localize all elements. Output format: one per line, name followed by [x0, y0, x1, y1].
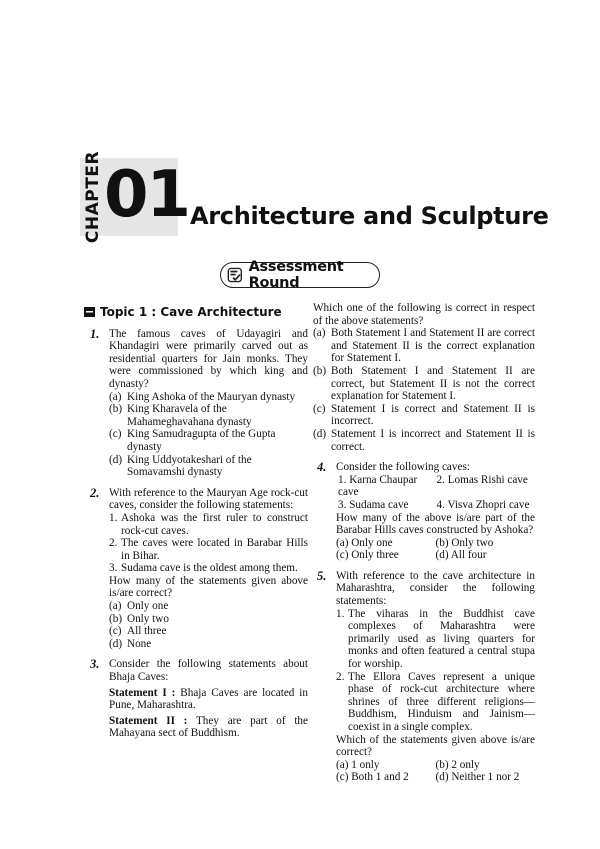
option-d: (d) Neither 1 nor 2 [435, 771, 520, 784]
checklist-icon [227, 266, 243, 284]
option-c: (c) All three [109, 625, 167, 638]
question-number: 3. [90, 657, 100, 672]
option-a: (a) Only one [109, 600, 169, 613]
question-number: 5. [317, 568, 327, 583]
topic-label: Topic 1 : Cave Architecture [100, 305, 282, 319]
list-item: 4. Visva Zhopri cave [436, 498, 530, 511]
question-text: With reference to the cave architecture in Maharashtra, consider the following statements: [336, 569, 535, 608]
chapter-title: Architecture and Sculpture [190, 202, 549, 230]
topic-heading [84, 306, 308, 319]
option-c: (c) King Samudragupta of the Gupta dynasty [109, 428, 276, 453]
list-item: 1. Karna Chaupar cave [338, 473, 418, 499]
options-grid [336, 759, 535, 784]
right-column [313, 302, 535, 792]
chapter-number: 01 [104, 158, 190, 232]
option-c: (c) Both 1 and 2 [336, 771, 409, 784]
option-a: (a) Only one [336, 536, 393, 549]
question-number: 1. [90, 326, 100, 341]
question-2 [86, 487, 308, 651]
question-text: The famous caves of Udayagiri and Khandagiri were primarily carved out as residential quarters for Jain monks. They were commissioned by which king and dynasty? [109, 327, 308, 390]
assessment-round-label: Assessment Round [248, 259, 344, 291]
statement-i: Statement I : Bhaja Caves are located in Pune, Maharashtra. [109, 686, 308, 712]
statement-1: 1. Ashoka was the first ruler to construct rock-cut caves. [109, 511, 308, 537]
question-text: Consider the following statements about Bhaja Caves: [109, 658, 308, 684]
left-column [86, 306, 308, 748]
options-grid [336, 537, 535, 562]
question-text: With reference to the Mauryan Age rock-cut caves, consider the following statements: [109, 486, 308, 512]
statement-1: 1. The viharas in the Buddhist cave complexes of Maharashtra were primarily used as living quarters for monks and often featured a central stupa for worship. [336, 607, 535, 671]
option-b: (b) 2 only [435, 758, 480, 771]
question-1 [86, 328, 308, 479]
option-b: (b) Both Statement I and Statement II are correct, but Statement II is not the correct explanation for Statement I. [313, 364, 535, 403]
option-b: (b) King Kharavela of the Mahameghavahana dynasty [109, 403, 252, 428]
question-4 [313, 461, 535, 562]
question-number: 4. [317, 460, 327, 475]
question-prompt: Which one of the following is correct in respect of the above statements? [313, 302, 535, 327]
option-a: (a) Both Statement I and Statement II are correct and Statement II is the correct explanation for Statement I. [313, 327, 535, 365]
statement-2: 2. The Ellora Caves represent a unique phase of rock-cut architecture where shrines of three different religions—Buddhism, Hinduism and Jainism—coexist in a single complex. [336, 670, 535, 733]
assessment-round-badge [220, 259, 380, 291]
question-text: Consider the following caves: [336, 461, 470, 474]
option-a: (a) 1 only [336, 758, 380, 771]
list-item: 2. Lomas Rishi cave [436, 473, 528, 486]
statement-2: 2. The caves were located in Barabar Hills in Bihar. [109, 537, 308, 562]
statement-ii: Statement II : They are part of the Mahayana sect of Buddhism. [109, 714, 308, 740]
option-a: (a) King Ashoka of the Mauryan dynasty [109, 390, 296, 403]
cave-list [336, 474, 535, 512]
question-prompt: How many of the above is/are part of the Barabar Hills caves constructed by Ashoka? [336, 511, 535, 537]
option-d: (d) King Uddyotakeshari of the Somavamshi dynasty [109, 453, 252, 479]
chapter-label: CHAPTER [83, 150, 103, 244]
option-d: (d) All four [435, 549, 487, 562]
question-3 [86, 658, 308, 740]
option-b: (b) Only two [435, 536, 494, 549]
list-item: 3. Sudama cave [338, 498, 409, 511]
option-c: (c) Statement I is correct and Statement II is incorrect. [313, 402, 535, 428]
question-5 [313, 570, 535, 784]
option-d: (d) Statement I is incorrect and Statement II is correct. [313, 427, 535, 453]
question-prompt: Which of the statements given above is/are correct? [336, 733, 535, 759]
question-number: 2. [90, 485, 100, 500]
page-icon [84, 307, 95, 317]
statement-3: 3. Sudama cave is the oldest among them. [109, 562, 298, 575]
question-3-continued [313, 302, 535, 453]
option-b: (b) Only two [109, 612, 169, 625]
question-prompt: How many of the statements given above is/are correct? [109, 574, 308, 600]
option-c: (c) Only three [336, 549, 399, 562]
option-d: (d) None [109, 637, 152, 650]
